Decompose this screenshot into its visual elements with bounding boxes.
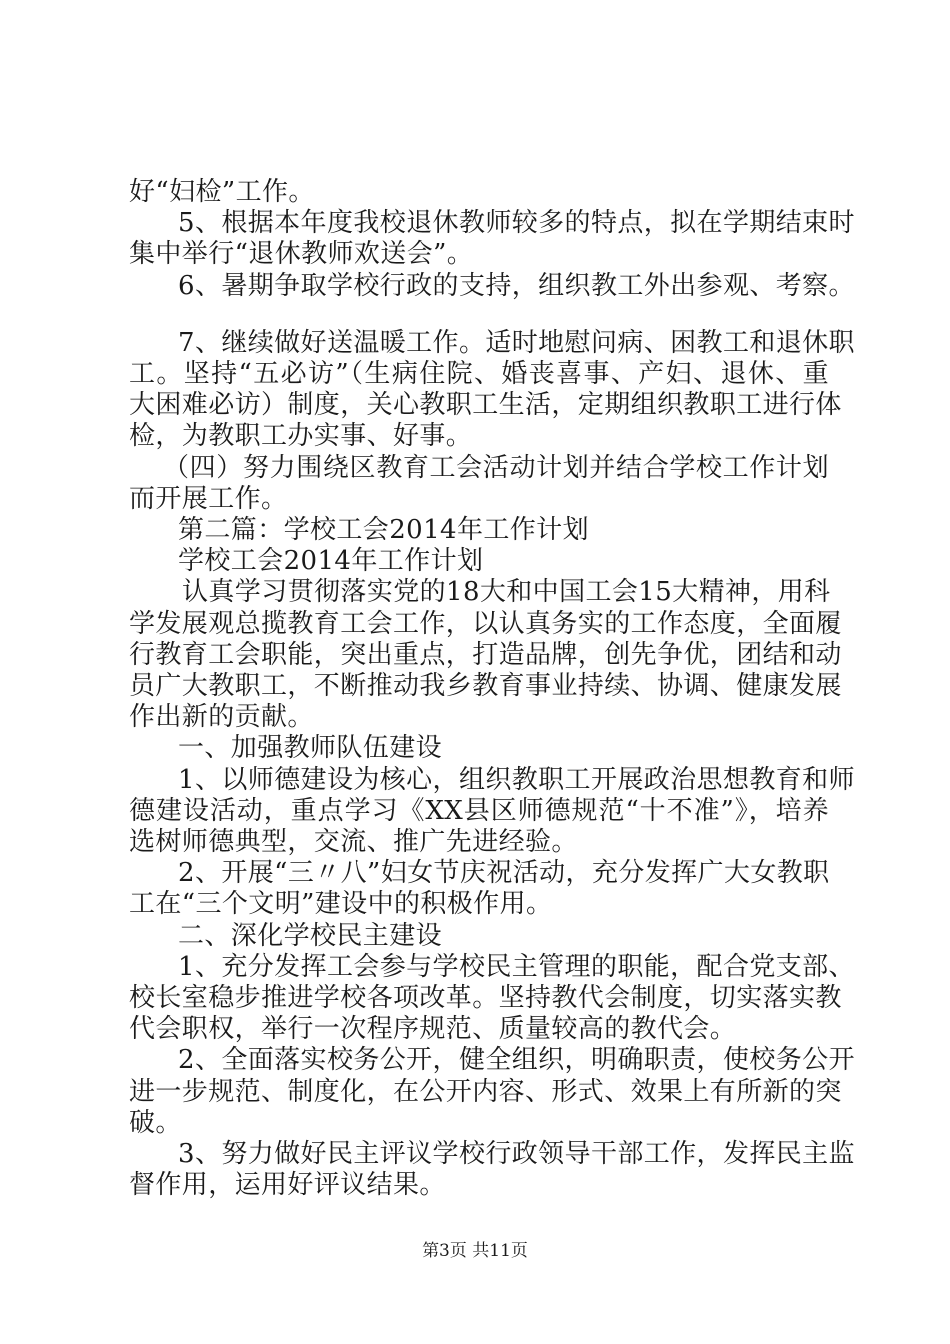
text-line: 员广大教职工，不断推动我乡教育事业持续、协调、健康发展: [129, 671, 842, 701]
text-line: 2、全面落实校务公开，健全组织，明确职责，使校务公开: [178, 1045, 855, 1075]
text-line: 学发展观总揽教育工会工作，以认真务实的工作态度，全面履: [129, 609, 842, 639]
section-heading: 第二篇：学校工会2014年工作计划: [178, 515, 589, 545]
text-line: 6、暑期争取学校行政的支持，组织教工外出参观、考察。: [178, 271, 855, 301]
text-line: 2、开展“三〃八”妇女节庆祝活动，充分发挥广大女教职: [178, 858, 830, 888]
text-line: 作出新的贡献。: [129, 702, 314, 732]
text-line: 破。: [129, 1108, 182, 1138]
text-line: 1、充分发挥工会参与学校民主管理的职能，配合党支部、: [178, 952, 855, 982]
text-line: 而开展工作。: [129, 484, 288, 514]
text-line: 3、努力做好民主评议学校行政领导干部工作，发挥民主监: [178, 1139, 855, 1169]
page-number-footer: 第3页 共11页: [422, 1241, 528, 1261]
section-heading: 二、深化学校民主建设: [178, 921, 443, 951]
text-line: 1、以师德建设为核心，组织教职工开展政治思想教育和师: [178, 765, 855, 795]
text-line: 集中举行“退休教师欢送会”。: [129, 239, 474, 269]
text-line: 5、根据本年度我校退休教师较多的特点，拟在学期结束时: [178, 208, 855, 238]
text-line: 德建设活动，重点学习《XX县区师德规范“十不准”》，培养: [129, 796, 829, 826]
text-line: 大困难必访）制度，关心教职工生活，定期组织教职工进行体: [129, 390, 842, 420]
text-line: 督作用，运用好评议结果。: [129, 1170, 446, 1200]
text-line: 代会职权，举行一次程序规范、质量较高的教代会。: [129, 1014, 737, 1044]
text-line: 工。坚持“五必访”（生病住院、婚丧喜事、产妇、退休、重: [129, 359, 829, 389]
text-line: （四）努力围绕区教育工会活动计划并结合学校工作计划: [163, 453, 829, 483]
text-line: 校长室稳步推进学校各项改革。坚持教代会制度，切实落实教: [129, 983, 842, 1013]
text-line: 行教育工会职能，突出重点，打造品牌，创先争优，团结和动: [129, 640, 842, 670]
document-title: 学校工会2014年工作计划: [178, 546, 484, 576]
text-line: 进一步规范、制度化，在公开内容、形式、效果上有所新的突: [129, 1077, 842, 1107]
text-line: 好“妇检”工作。: [129, 177, 315, 207]
text-line: 认真学习贯彻落实党的18大和中国工会15大精神，用科: [182, 577, 831, 607]
text-line: 选树师德典型，交流、推广先进经验。: [129, 827, 578, 857]
text-line: 检，为教职工办实事、好事。: [129, 421, 473, 451]
text-line: 7、继续做好送温暖工作。适时地慰问病、困教工和退休职: [178, 328, 855, 358]
section-heading: 一、加强教师队伍建设: [178, 733, 443, 763]
text-line: 工在“三个文明”建设中的积极作用。: [129, 889, 553, 919]
